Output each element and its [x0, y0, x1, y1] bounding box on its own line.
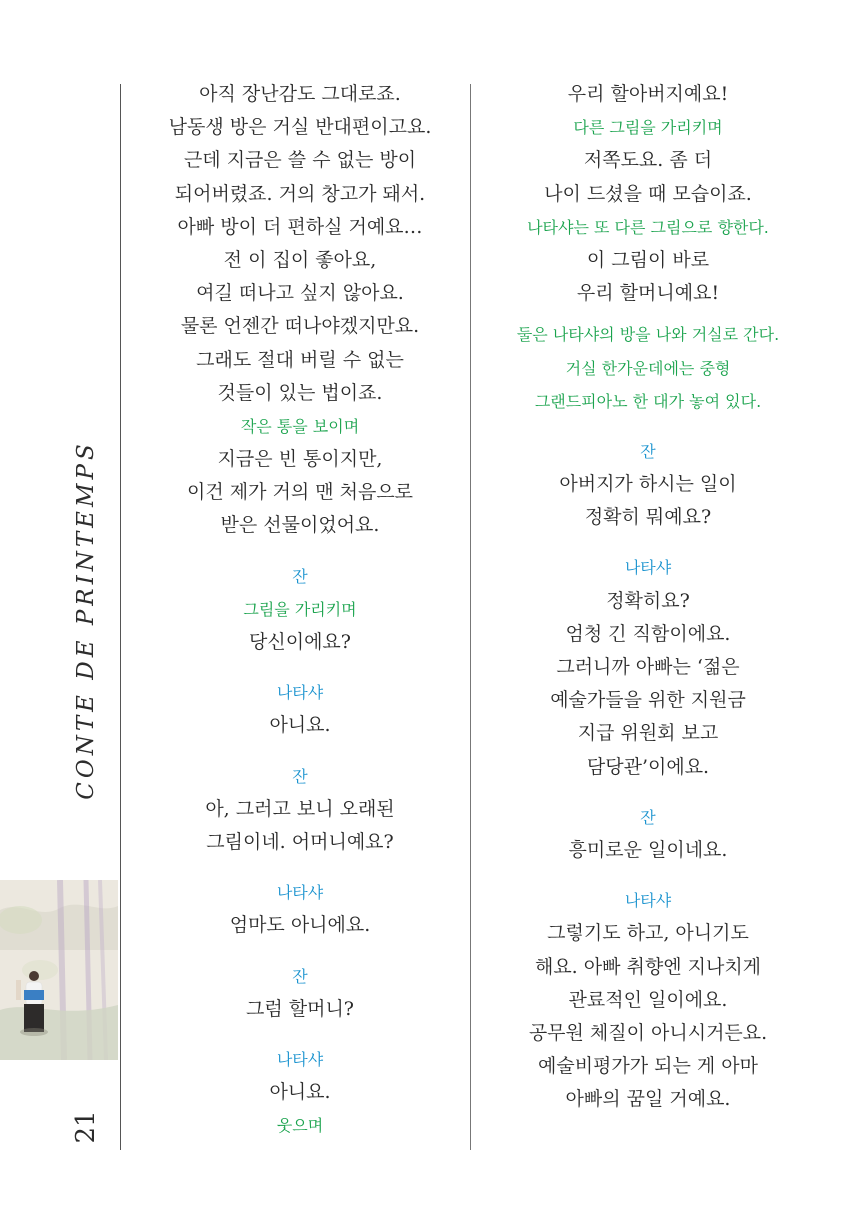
side-title [64, 440, 108, 800]
dialogue-line: 지금은 빈 통이지만, [217, 448, 383, 471]
speaker-name: 잔 [640, 807, 656, 827]
dialogue-line: 엄청 긴 직함이에요. [565, 622, 731, 645]
dialogue-line: 정확히 뭐예요? [584, 506, 712, 529]
right-text-column [478, 78, 818, 1116]
speaker-name: 나타샤 [276, 683, 324, 703]
page-number-text: 21 [71, 1110, 101, 1144]
dialogue-line: 공무원 체질이 아니시거든요. [528, 1021, 768, 1044]
stage-direction: 웃으며 [276, 1116, 324, 1136]
stage-direction: 거실 한가운데에는 중형 [565, 358, 731, 378]
speaker-name: 잔 [292, 766, 308, 786]
column-divider [470, 84, 471, 1150]
dialogue-line: 나이 드셨을 때 모습이죠. [544, 182, 752, 205]
dialogue-line: 그럼 할머니? [246, 997, 354, 1020]
dialogue-line: 지급 위원회 보고 [577, 722, 719, 745]
dialogue-line: 그렇기도 하고, 아니기도 [547, 922, 749, 945]
left-rule [120, 84, 121, 1150]
dialogue-line: 남동생 방은 거실 반대편이고요. [168, 116, 432, 139]
dialogue-line: 근데 지금은 쓸 수 없는 방이 [183, 149, 417, 172]
stage-direction: 작은 통을 보이며 [240, 416, 360, 436]
dialogue-line: 되어버렸죠. 거의 창고가 돼서. [174, 182, 426, 205]
dialogue-line: 받은 선물이었어요. [220, 514, 380, 537]
dialogue-line: 엄마도 아니에요. [229, 914, 371, 937]
dialogue-line: 관료적인 일이에요. [568, 988, 728, 1011]
dialogue-line: 우리 할머니예요! [576, 282, 720, 305]
dialogue-line: 이 그림이 바로 [586, 248, 710, 271]
dialogue-line: 아니요. [269, 1081, 331, 1104]
dialogue-line: 아직 장난감도 그대로죠. [199, 83, 401, 105]
dialogue-line: 아, 그러고 보니 오래된 [205, 797, 395, 820]
speaker-name: 잔 [292, 966, 308, 986]
dialogue-line: 이건 제가 거의 맨 처음으로 [186, 481, 414, 504]
dialogue-line: 전 이 집이 좋아요, [223, 248, 377, 271]
speaker-name: 나타샤 [276, 1049, 324, 1069]
side-title-text: CONTE DE PRINTEMPS [73, 440, 99, 800]
dialogue-line: 아빠의 꿈일 거예요. [565, 1088, 731, 1111]
dialogue-line: 담당관’이에요. [586, 755, 710, 778]
dialogue-line: 정확히요? [606, 589, 690, 612]
dialogue-line: 그러니까 아빠는 ‘젊은 [556, 656, 740, 678]
speaker-name: 잔 [292, 566, 308, 586]
stage-direction: 그랜드피아노 한 대가 놓여 있다. [534, 391, 762, 411]
speaker-name: 나타샤 [624, 558, 672, 578]
painting-image [0, 880, 118, 1060]
dialogue-line: 아빠 방이 더 편하실 거예요… [177, 215, 423, 238]
dialogue-line: 우리 할아버지예요! [567, 83, 729, 105]
speaker-name: 잔 [640, 441, 656, 461]
dialogue-line: 예술비평가가 되는 게 아마 [537, 1055, 758, 1078]
left-text-column [130, 78, 470, 1142]
dialogue-line: 그림이네. 어머니예요? [206, 830, 394, 853]
dialogue-line: 그래도 절대 버릴 수 없는 [196, 348, 404, 371]
dialogue-line: 여길 떠나고 싶지 않아요. [196, 282, 404, 305]
stage-direction: 다른 그림을 가리키며 [573, 118, 723, 138]
speaker-name: 나타샤 [276, 883, 324, 903]
dialogue-line: 물론 언젠간 떠나야겠지만요. [180, 315, 420, 338]
dialogue-line: 예술가들을 위한 지원금 [550, 689, 746, 712]
stage-direction: 둘은 나타샤의 방을 나와 거실로 간다. [516, 325, 780, 345]
painting-illustration [0, 880, 118, 1060]
dialogue-line: 저쪽도요. 좀 더 [583, 149, 713, 172]
dialogue-line: 당신이에요? [249, 631, 351, 653]
dialogue-line: 흥미로운 일이네요. [568, 838, 728, 861]
stage-direction: 그림을 가리키며 [243, 599, 357, 619]
dialogue-line: 것들이 있는 법이죠. [217, 381, 383, 404]
dialogue-line: 아버지가 하시는 일이 [559, 473, 737, 496]
page-number [66, 1096, 106, 1158]
dialogue-line: 아니요. [269, 714, 331, 737]
dialogue-line: 해요. 아빠 취향엔 지나치게 [534, 955, 762, 978]
speaker-name: 나타샤 [624, 891, 672, 911]
stage-direction: 나타샤는 또 다른 그림으로 향한다. [527, 217, 769, 237]
